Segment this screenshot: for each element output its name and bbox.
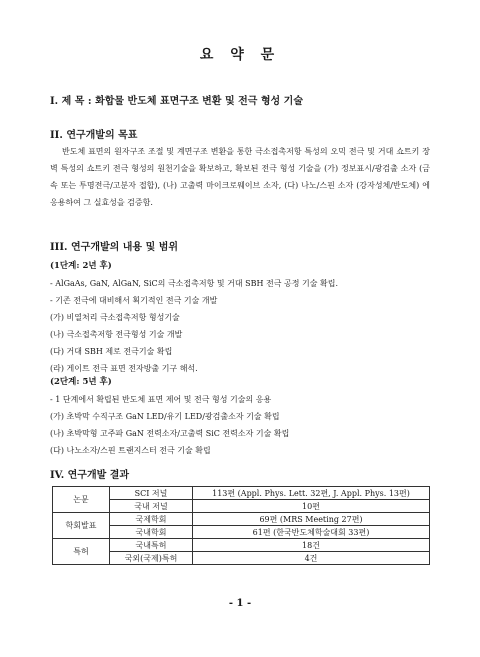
phase-1-line: - AlGaAs, GaN, AlGaN, SiC의 극소접촉저항 및 거대 SBH 전극 공정 기술 확립.: [50, 279, 339, 288]
results-table: [52, 486, 430, 565]
phase-1-block: [50, 258, 440, 377]
phase-1-title: (1단계: 2년 후): [50, 261, 112, 271]
table-row: [53, 487, 430, 500]
section-1-heading: I. 제 목 : 화합물 반도체 표면구조 변환 및 전극 형성 기술: [50, 96, 304, 107]
value-cell: 113편 (Appl. Phys. Lett. 32편, J. Appl. Phys. 13편): [193, 487, 430, 500]
section-3-heading: III. 연구개발의 내용 및 범위: [50, 242, 179, 253]
value-cell: 69편 (MRS Meeting 27편): [193, 513, 430, 526]
item-cell: 국외(국제)특허: [110, 552, 193, 565]
page-number: - 1 -: [228, 598, 252, 609]
phase-2-block: [50, 374, 440, 459]
phase-1-line: (라) 게이트 전극 표면 전자방출 기구 해석.: [50, 364, 198, 373]
table-row: [53, 552, 430, 565]
item-cell: 국내특허: [110, 539, 193, 552]
phase-2-line: (가) 초박막 수직구조 GaN LED/유기 LED/광검출소자 기술 확립: [50, 412, 280, 421]
phase-2-line: - 1 단계에서 확립된 반도체 표면 제어 및 전극 형성 기술의 응용: [50, 395, 272, 404]
item-cell: 국제학회: [110, 513, 193, 526]
category-cell: 학회발표: [53, 513, 110, 539]
item-cell: 국내 저널: [110, 500, 193, 513]
section-2-paragraph-text: 반도체 표면의 원자구조 조절 및 계면구조 변환을 통한 극소접촉저항 특성의 오믹 전극 및 거대 쇼트키 장벽 특성의 쇼트키 전극 형성의 원천기술을 확보하고, 확보된 전극 형성 기술을 (가) 정보표시/광검출 소자 (금속 또는 투명전극/고분자 접합), (나) 고출력 마이크로웨이브 소자, (다) 나노/스핀 소자 (강자성체/반도체) 에 응용하여 그 실효성을 검증함.: [50, 147, 430, 207]
category-cell: 특허: [53, 539, 110, 565]
phase-2-title: (2단계: 5년 후): [50, 377, 112, 387]
table-row: [53, 539, 430, 552]
item-cell: 국내학회: [110, 526, 193, 539]
phase-2-line: (다) 나노소자/스핀 트랜지스터 전극 기술 확립: [50, 446, 211, 455]
item-cell: SCI 저널: [110, 487, 193, 500]
value-cell: 4건: [193, 552, 430, 565]
value-cell: 10편: [193, 500, 430, 513]
value-cell: 61편 (한국반도체학술대회 33편): [193, 526, 430, 539]
phase-1-line: (가) 비열처리 극소접촉저항 형성기술: [50, 313, 180, 322]
section-2-heading: II. 연구개발의 목표: [50, 130, 138, 141]
phase-2-line: (나) 초박막형 고주파 GaN 전력소자/고출력 SiC 전력소자 기술 확립: [50, 429, 290, 438]
phase-1-line: (다) 거대 SBH 제로 전극기술 확립: [50, 347, 173, 356]
table-row: [53, 513, 430, 526]
table-row: [53, 500, 430, 513]
category-cell: 논문: [53, 487, 110, 513]
phase-1-line: (나) 극소접촉저항 전극형성 기술 개발: [50, 330, 183, 339]
section-4-heading: IV. 연구개발 결과: [50, 470, 130, 481]
document-title: 요 약 문: [199, 47, 281, 63]
table-row: [53, 526, 430, 539]
phase-1-line: - 기존 전극에 대비해서 획기적인 전극 기술 개발: [50, 296, 218, 305]
section-2-paragraph: [50, 143, 430, 211]
value-cell: 18건: [193, 539, 430, 552]
